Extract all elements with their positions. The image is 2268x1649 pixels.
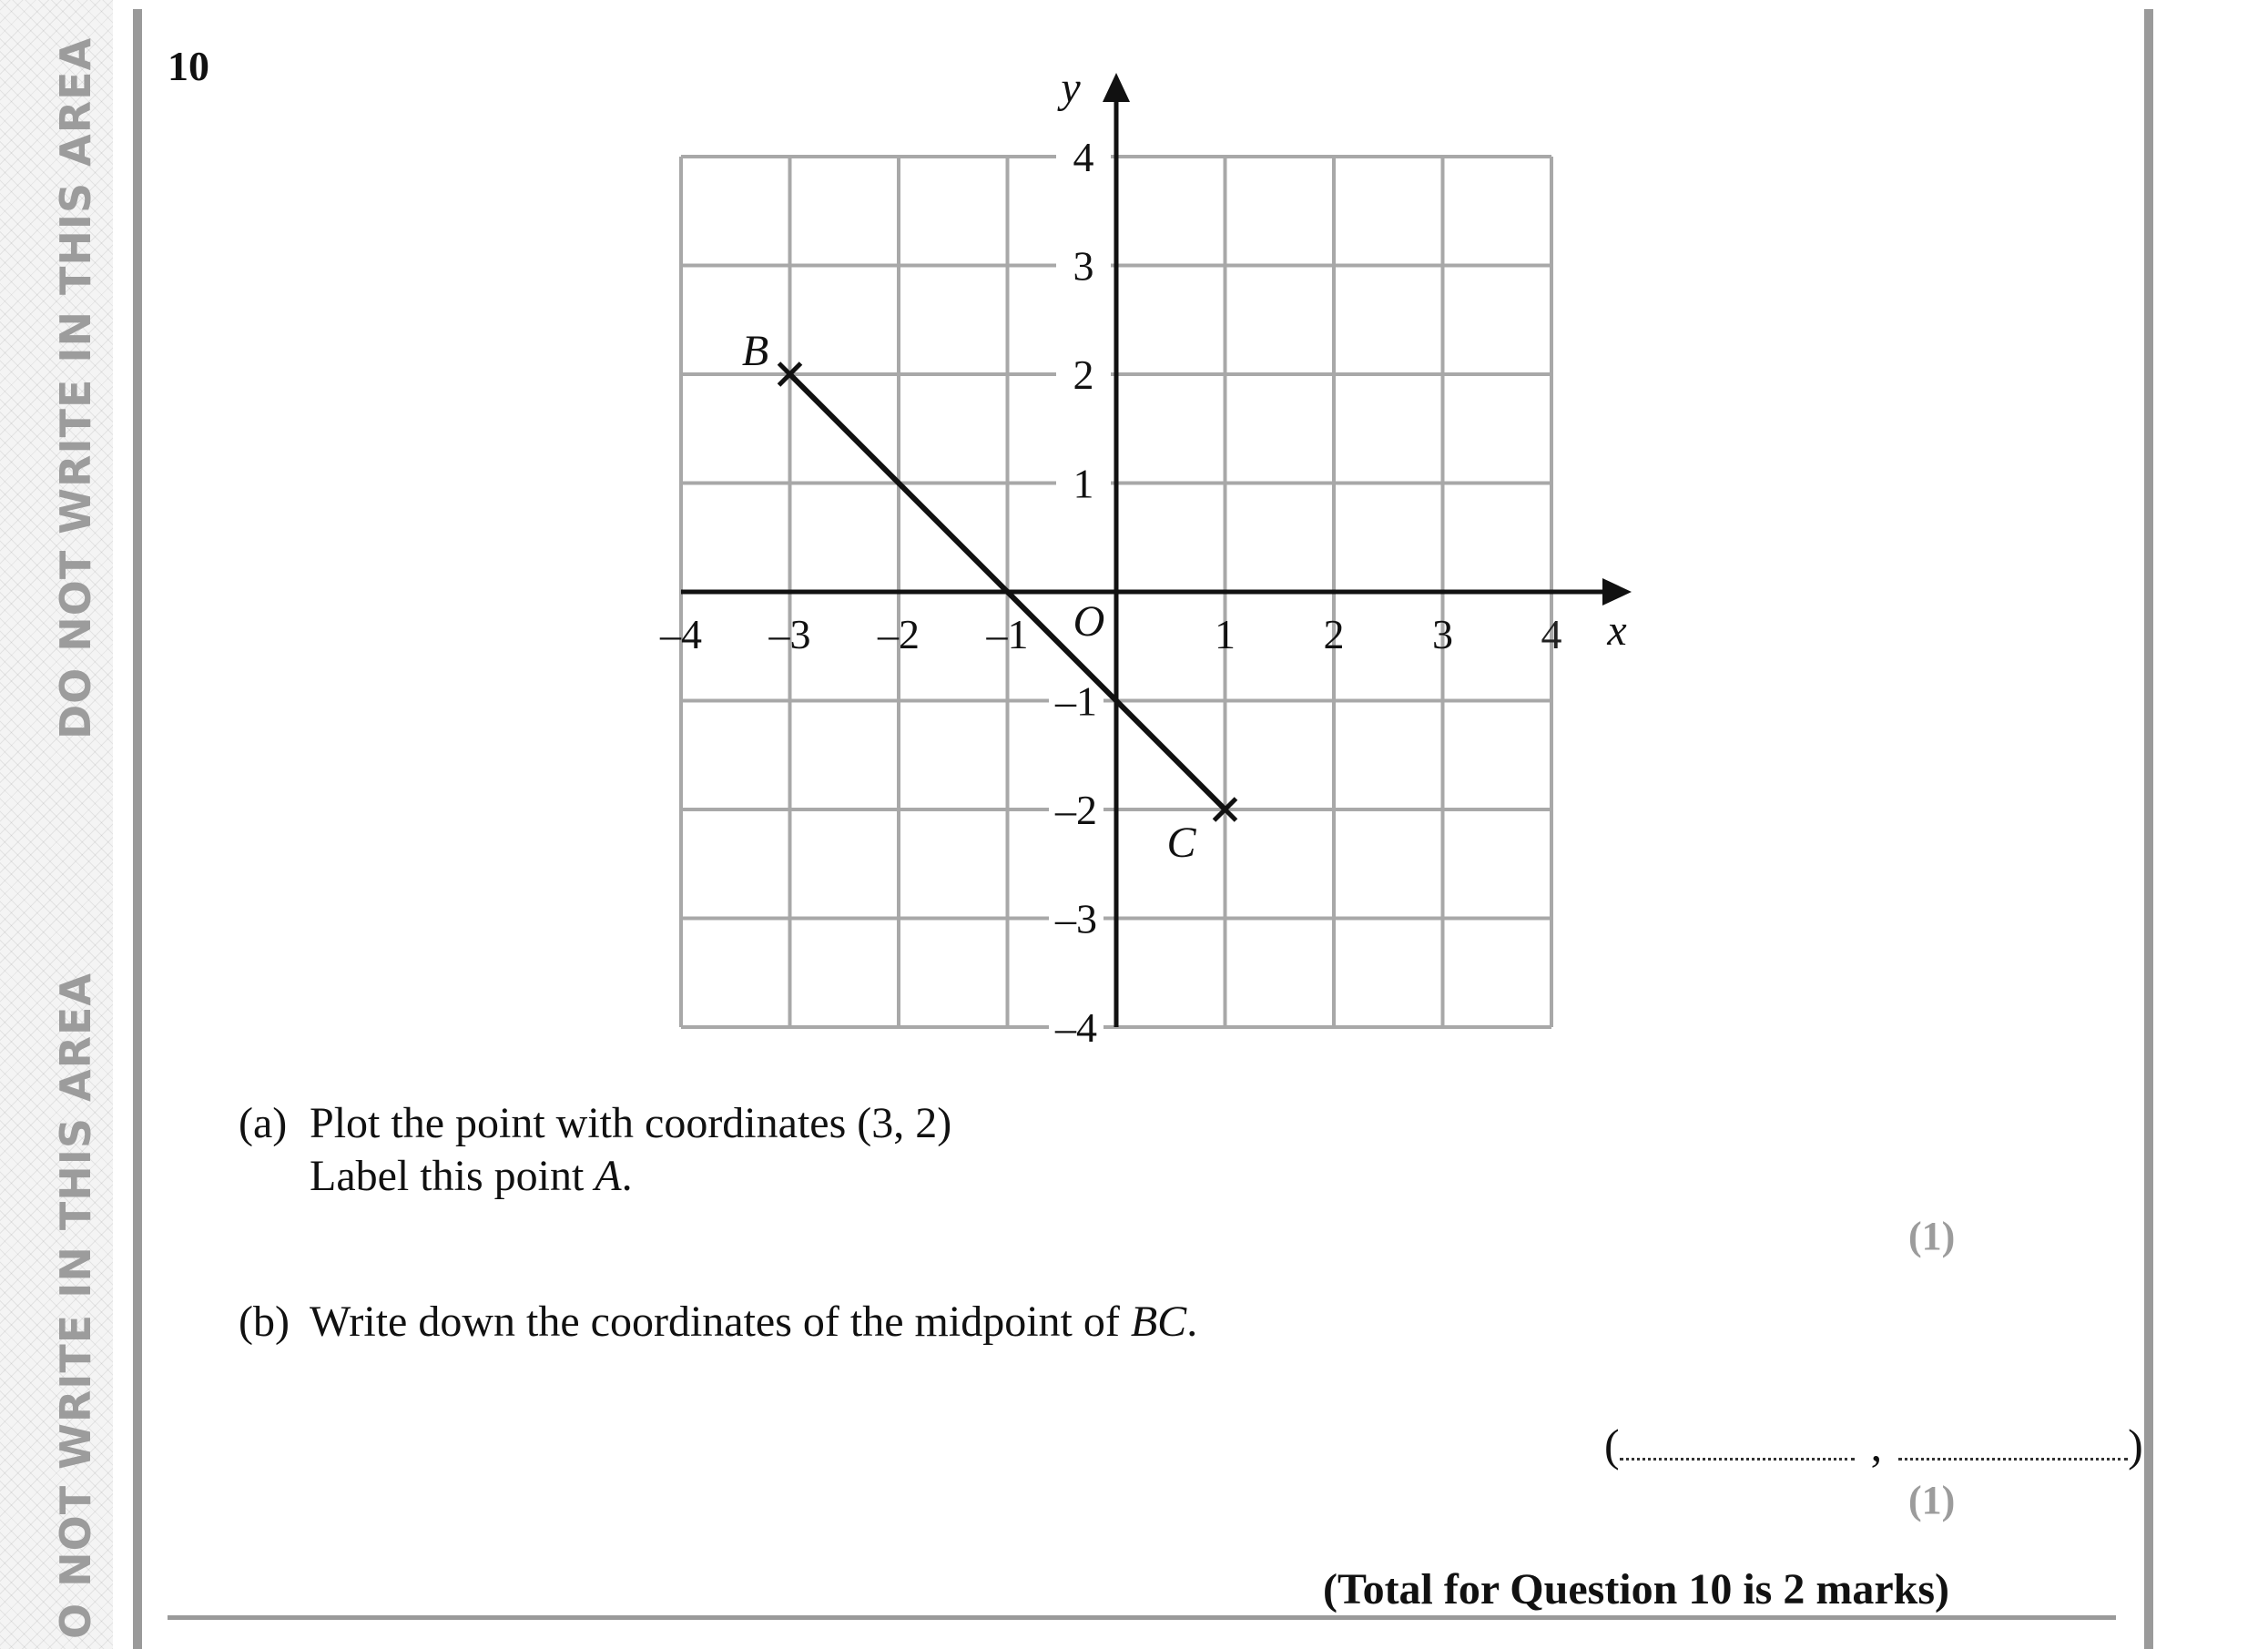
answer-y-blank[interactable] (1898, 1449, 2128, 1461)
x-tick-label: –1 (986, 611, 1029, 657)
tick-labels (659, 64, 1627, 1051)
part-b-instruction: Write down the coordinates of the midpoint of (310, 1298, 1131, 1346)
y-tick-label: –1 (1055, 677, 1097, 725)
x-tick-label: 1 (1215, 611, 1236, 657)
bottom-rule (168, 1615, 2116, 1620)
axes (681, 73, 1632, 1027)
origin-label: O (1073, 597, 1105, 646)
y-tick-label: 4 (1073, 134, 1094, 180)
y-tick-label: –3 (1055, 895, 1097, 942)
part-b-period: . (1186, 1298, 1198, 1346)
x-axis-arrow-icon (1602, 578, 1632, 606)
y-axis-arrow-icon (1103, 73, 1130, 102)
point-a-variable: A (595, 1152, 622, 1200)
part-a-label: (a) (239, 1099, 288, 1147)
x-tick-label: –2 (878, 611, 920, 657)
x-tick-label: –3 (768, 611, 811, 657)
answer-comma: , (1870, 1420, 1883, 1471)
question-total: (Total for Question 10 is 2 marks) (1322, 1565, 1949, 1613)
part-b-marks: (1) (1908, 1478, 1956, 1522)
answer-open-paren: ( (1604, 1420, 1620, 1471)
part-a-marks: (1) (1908, 1214, 1956, 1258)
point-b-label: B (741, 327, 769, 375)
part-a-instruction: Plot the point with coordinates (3, 2) (310, 1099, 952, 1147)
answer-close-paren: ) (2128, 1420, 2143, 1471)
part-a-line2-text: Label this point (310, 1152, 595, 1200)
part-b-label: (b) (239, 1298, 290, 1346)
y-tick-label: 1 (1073, 460, 1094, 507)
y-tick-label: 2 (1073, 351, 1094, 398)
margin-warning-top: DO NOT WRITE IN THIS AREA (51, 36, 100, 739)
y-axis-label: y (1061, 64, 1081, 112)
part-b-line (239, 1297, 1197, 1347)
x-tick-label: 4 (1541, 611, 1562, 657)
part-a-line2 (310, 1151, 633, 1201)
x-tick-label: –4 (660, 611, 702, 657)
question-number: 10 (168, 43, 209, 89)
margin-warning-bottom: O NOT WRITE IN THIS AREA (51, 972, 100, 1639)
x-tick-label: 3 (1432, 611, 1453, 657)
answer-x-blank[interactable] (1620, 1449, 1855, 1461)
part-a-line2-period: . (621, 1152, 633, 1200)
part-a-line1 (239, 1098, 951, 1148)
point-c-label: C (1166, 819, 1196, 867)
y-tick-label: –2 (1055, 787, 1097, 833)
y-tick-label: –4 (1055, 1004, 1097, 1051)
midpoint-answer-field[interactable] (1604, 1419, 2143, 1471)
plotted-points (742, 327, 1236, 867)
segment-bc-variable: BC (1130, 1298, 1187, 1346)
y-tick-label: 3 (1073, 242, 1094, 290)
x-axis-label: x (1607, 606, 1627, 655)
x-tick-label: 2 (1323, 611, 1345, 657)
